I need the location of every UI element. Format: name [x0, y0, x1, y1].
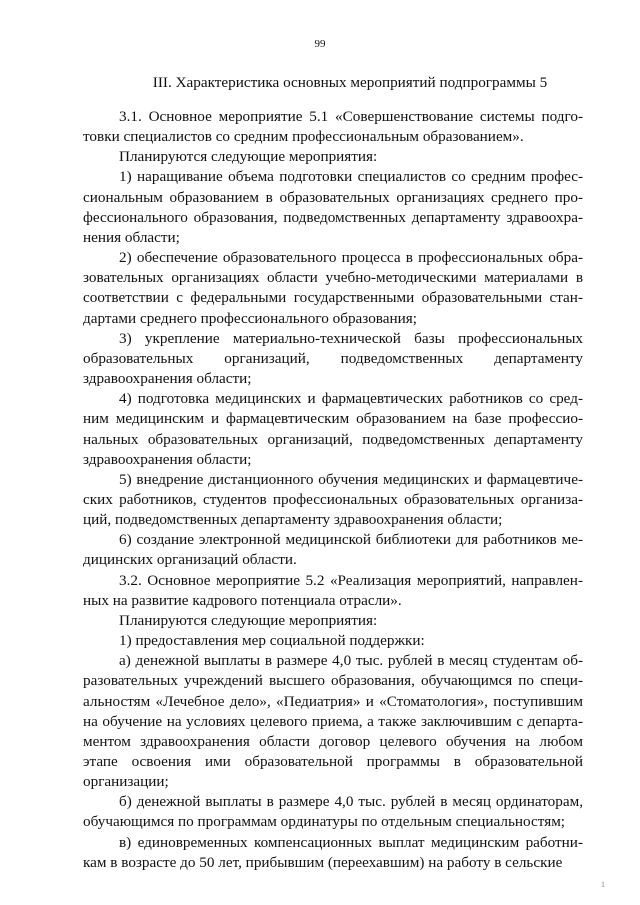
paragraph-item-2: 2) обеспечение образовательного процесса в профессиональных образовательных организациях области учебно-методическими материалами в соответствии с федеральными государственными образовательными стандартами среднего профессионального образования;	[83, 249, 583, 327]
paragraph-3-2: 3.2. Основное мероприятие 5.2 «Реализация мероприятий, направленных на развитие кадрового потенциала отрасли».	[83, 571, 583, 609]
paragraph-planned-intro-2: Планируются следующие мероприятия:	[119, 611, 378, 629]
paragraph-support-measures: 1) предоставления мер социальной поддержки:	[119, 632, 425, 650]
margin-mark: 1	[601, 880, 605, 889]
paragraph-item-6: 6) создание электронной медицинской библиотеки для работников медицинских организаций области.	[83, 531, 583, 569]
paragraph-item-1: 1) наращивание объема подготовки специалистов со средним профессиональным образованием в образовательных организациях среднего профессионального образования, подведомственных департаменту здравоохранения области;	[83, 168, 583, 246]
paragraph-item-4: 4) подготовка медицинских и фармацевтических работников со средним медицинским и фармацевтическим образованием на базе профессиональных образовательных организаций, подведомственных департаменту здравоохранения области;	[83, 390, 583, 468]
paragraph-item-3: 3) укрепление материально-технической базы профессиональных образовательных организаций, подведомственных департаменту здравоохранения области;	[83, 329, 583, 388]
paragraph-item-5: 5) внедрение дистанционного обучения медицинских и фармацевтических работников, студентов профессиональных образовательных организаций, подведомственных департаменту здравоохранения области;	[83, 470, 583, 529]
paragraph-subitem-v: в) единовременных компенсационных выплат медицинским работникам в возрасте до 50 лет, прибывшим (переехавшим) на работу в сельские	[83, 833, 583, 871]
paragraph-subitem-a: а) денежной выплаты в размере 4,0 тыс. рублей в месяц студентам образовательных учреждений высшего образования, обучающимся по специальностям «Лечебное дело», «Педиатрия» и «Стоматология», поступившим на обучение на условиях целевого приема, а также заключившим с департаментом здравоохранения области договор целевого обучения на любом этапе освоения ими образовательной программы в образовательной организации;	[83, 652, 583, 791]
paragraph-subitem-b: б) денежной выплаты в размере 4,0 тыс. рублей в месяц ординаторам, обучающимся по программам ординатуры по отдельным специальностям;	[83, 793, 583, 831]
paragraph-3-1: 3.1. Основное мероприятие 5.1 «Совершенствование системы подготовки специалистов со средним профессиональным образованием».	[83, 108, 583, 146]
page-number: 99	[314, 38, 326, 50]
paragraph-planned-intro: Планируются следующие мероприятия:	[119, 148, 378, 166]
document-body	[83, 107, 583, 873]
section-heading: III. Характеристика основных мероприятий подпрограммы 5	[152, 74, 548, 91]
